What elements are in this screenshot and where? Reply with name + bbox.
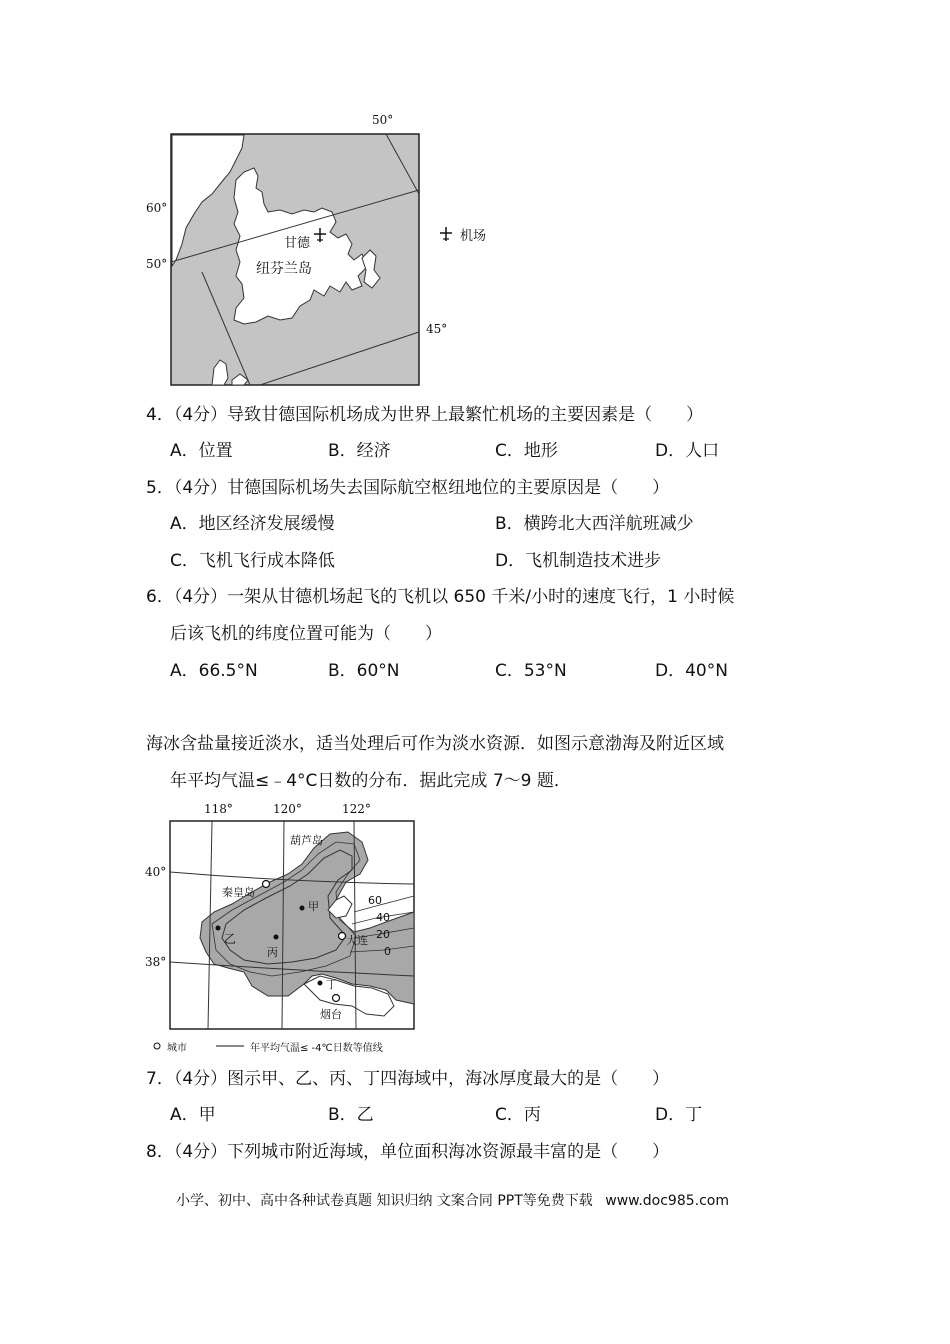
label-jia: 甲 (308, 900, 319, 913)
intro-line2: 年平均气温≤﹣4°C日数的分布．据此完成 7～9 题． (170, 771, 571, 791)
q7-option-c[interactable]: C．丙 (495, 1105, 541, 1125)
label-lat-45: 45° (426, 322, 448, 336)
legend-line-label: 年平均气温≤ -4℃日数等值线 (250, 1043, 383, 1054)
city-marker-yantai (333, 995, 340, 1002)
question-6-stem-line1: 6．（4分）一架从甘德机场起飞的飞机以 650 千米/小时的速度飞行，1 小时候 (146, 587, 735, 607)
question-7-stem: 7．（4分）图示甲、乙、丙、丁四海域中，海冰厚度最大的是（ ） (146, 1069, 670, 1089)
q7-option-b[interactable]: B．乙 (328, 1105, 374, 1125)
label-iso-60: 60 (368, 894, 382, 907)
label-lon-118: 118° (204, 802, 233, 816)
q4-option-b[interactable]: B．经济 (328, 441, 391, 461)
q6-option-d[interactable]: D．40°N (655, 661, 728, 681)
q5-option-c[interactable]: C．飞机飞行成本降低 (170, 551, 335, 571)
newfoundland-map (140, 110, 500, 395)
city-marker-dalian (339, 933, 346, 940)
point-jia (300, 906, 305, 911)
label-lon-122: 122° (342, 802, 371, 816)
point-bing (274, 935, 279, 940)
legend-airport-icon (440, 227, 452, 241)
legend-airport-label: 机场 (460, 229, 487, 244)
label-yi: 乙 (224, 932, 237, 946)
point-yi (216, 926, 221, 931)
label-newfoundland: 纽芬兰岛 (256, 261, 312, 277)
point-ding (318, 981, 323, 986)
footer-url[interactable]: www.doc985.com (605, 1193, 729, 1209)
bohai-map-svg (140, 800, 430, 1052)
q6-option-c[interactable]: C．53°N (495, 661, 567, 681)
label-lat-60: 60° (146, 201, 168, 215)
label-lon-120: 120° (273, 802, 302, 816)
q6-option-b[interactable]: B．60°N (328, 661, 400, 681)
city-marker-qinhuangdao (263, 881, 270, 888)
label-iso-40: 40 (376, 911, 390, 924)
q4-option-a[interactable]: A．位置 (170, 441, 233, 461)
question-8-stem: 8．（4分）下列城市附近海域，单位面积海冰资源最丰富的是（ ） (146, 1142, 670, 1162)
legend-city-label: 城市 (167, 1043, 187, 1054)
label-qinhuangdao: 秦皇岛 (222, 886, 255, 899)
q4-option-c[interactable]: C．地形 (495, 441, 558, 461)
intro-line1: 海冰含盐量接近淡水，适当处理后可作为淡水资源．如图示意渤海及附近区域 (146, 734, 724, 754)
label-lat-50: 50° (146, 257, 168, 271)
q6-option-a[interactable]: A．66.5°N (170, 661, 258, 681)
question-5-stem: 5．（4分）甘德国际机场失去国际航空枢纽地位的主要原因是（ ） (146, 478, 670, 498)
q5-option-a[interactable]: A．地区经济发展缓慢 (170, 514, 335, 534)
q5-option-b[interactable]: B．横跨北大西洋航班减少 (495, 514, 694, 534)
q7-option-a[interactable]: A．甲 (170, 1105, 216, 1125)
label-bing: 丙 (267, 946, 278, 959)
legend-city-marker (154, 1043, 160, 1049)
label-lat-top-50: 50° (372, 113, 394, 127)
question-6-stem-line2: 后该飞机的纬度位置可能为（ ） (170, 624, 442, 644)
footer (176, 1191, 729, 1211)
label-iso-20: 20 (376, 928, 390, 941)
label-ding: 丁 (326, 978, 337, 991)
footer-text: 小学、初中、高中各种试卷真题 知识归纳 文案合同 PPT等免费下载 (176, 1193, 593, 1209)
label-gander: 甘德 (284, 236, 311, 251)
q5-option-d[interactable]: D．飞机制造技术进步 (495, 551, 662, 571)
question-4-stem: 4．（4分）导致甘德国际机场成为世界上最繁忙机场的主要因素是（ ） (146, 405, 704, 425)
q4-option-d[interactable]: D．人口 (655, 441, 720, 461)
newfoundland-map-svg (140, 110, 500, 395)
label-lat-40: 40° (145, 865, 167, 879)
label-yantai: 烟台 (320, 1008, 342, 1021)
q7-option-d[interactable]: D．丁 (655, 1105, 703, 1125)
bohai-map (140, 800, 430, 1052)
label-iso-0: 0 (384, 945, 391, 958)
label-dalian: 大连 (346, 934, 368, 947)
label-huludao: 葫芦岛 (290, 834, 323, 847)
label-lat-38: 38° (145, 955, 167, 969)
